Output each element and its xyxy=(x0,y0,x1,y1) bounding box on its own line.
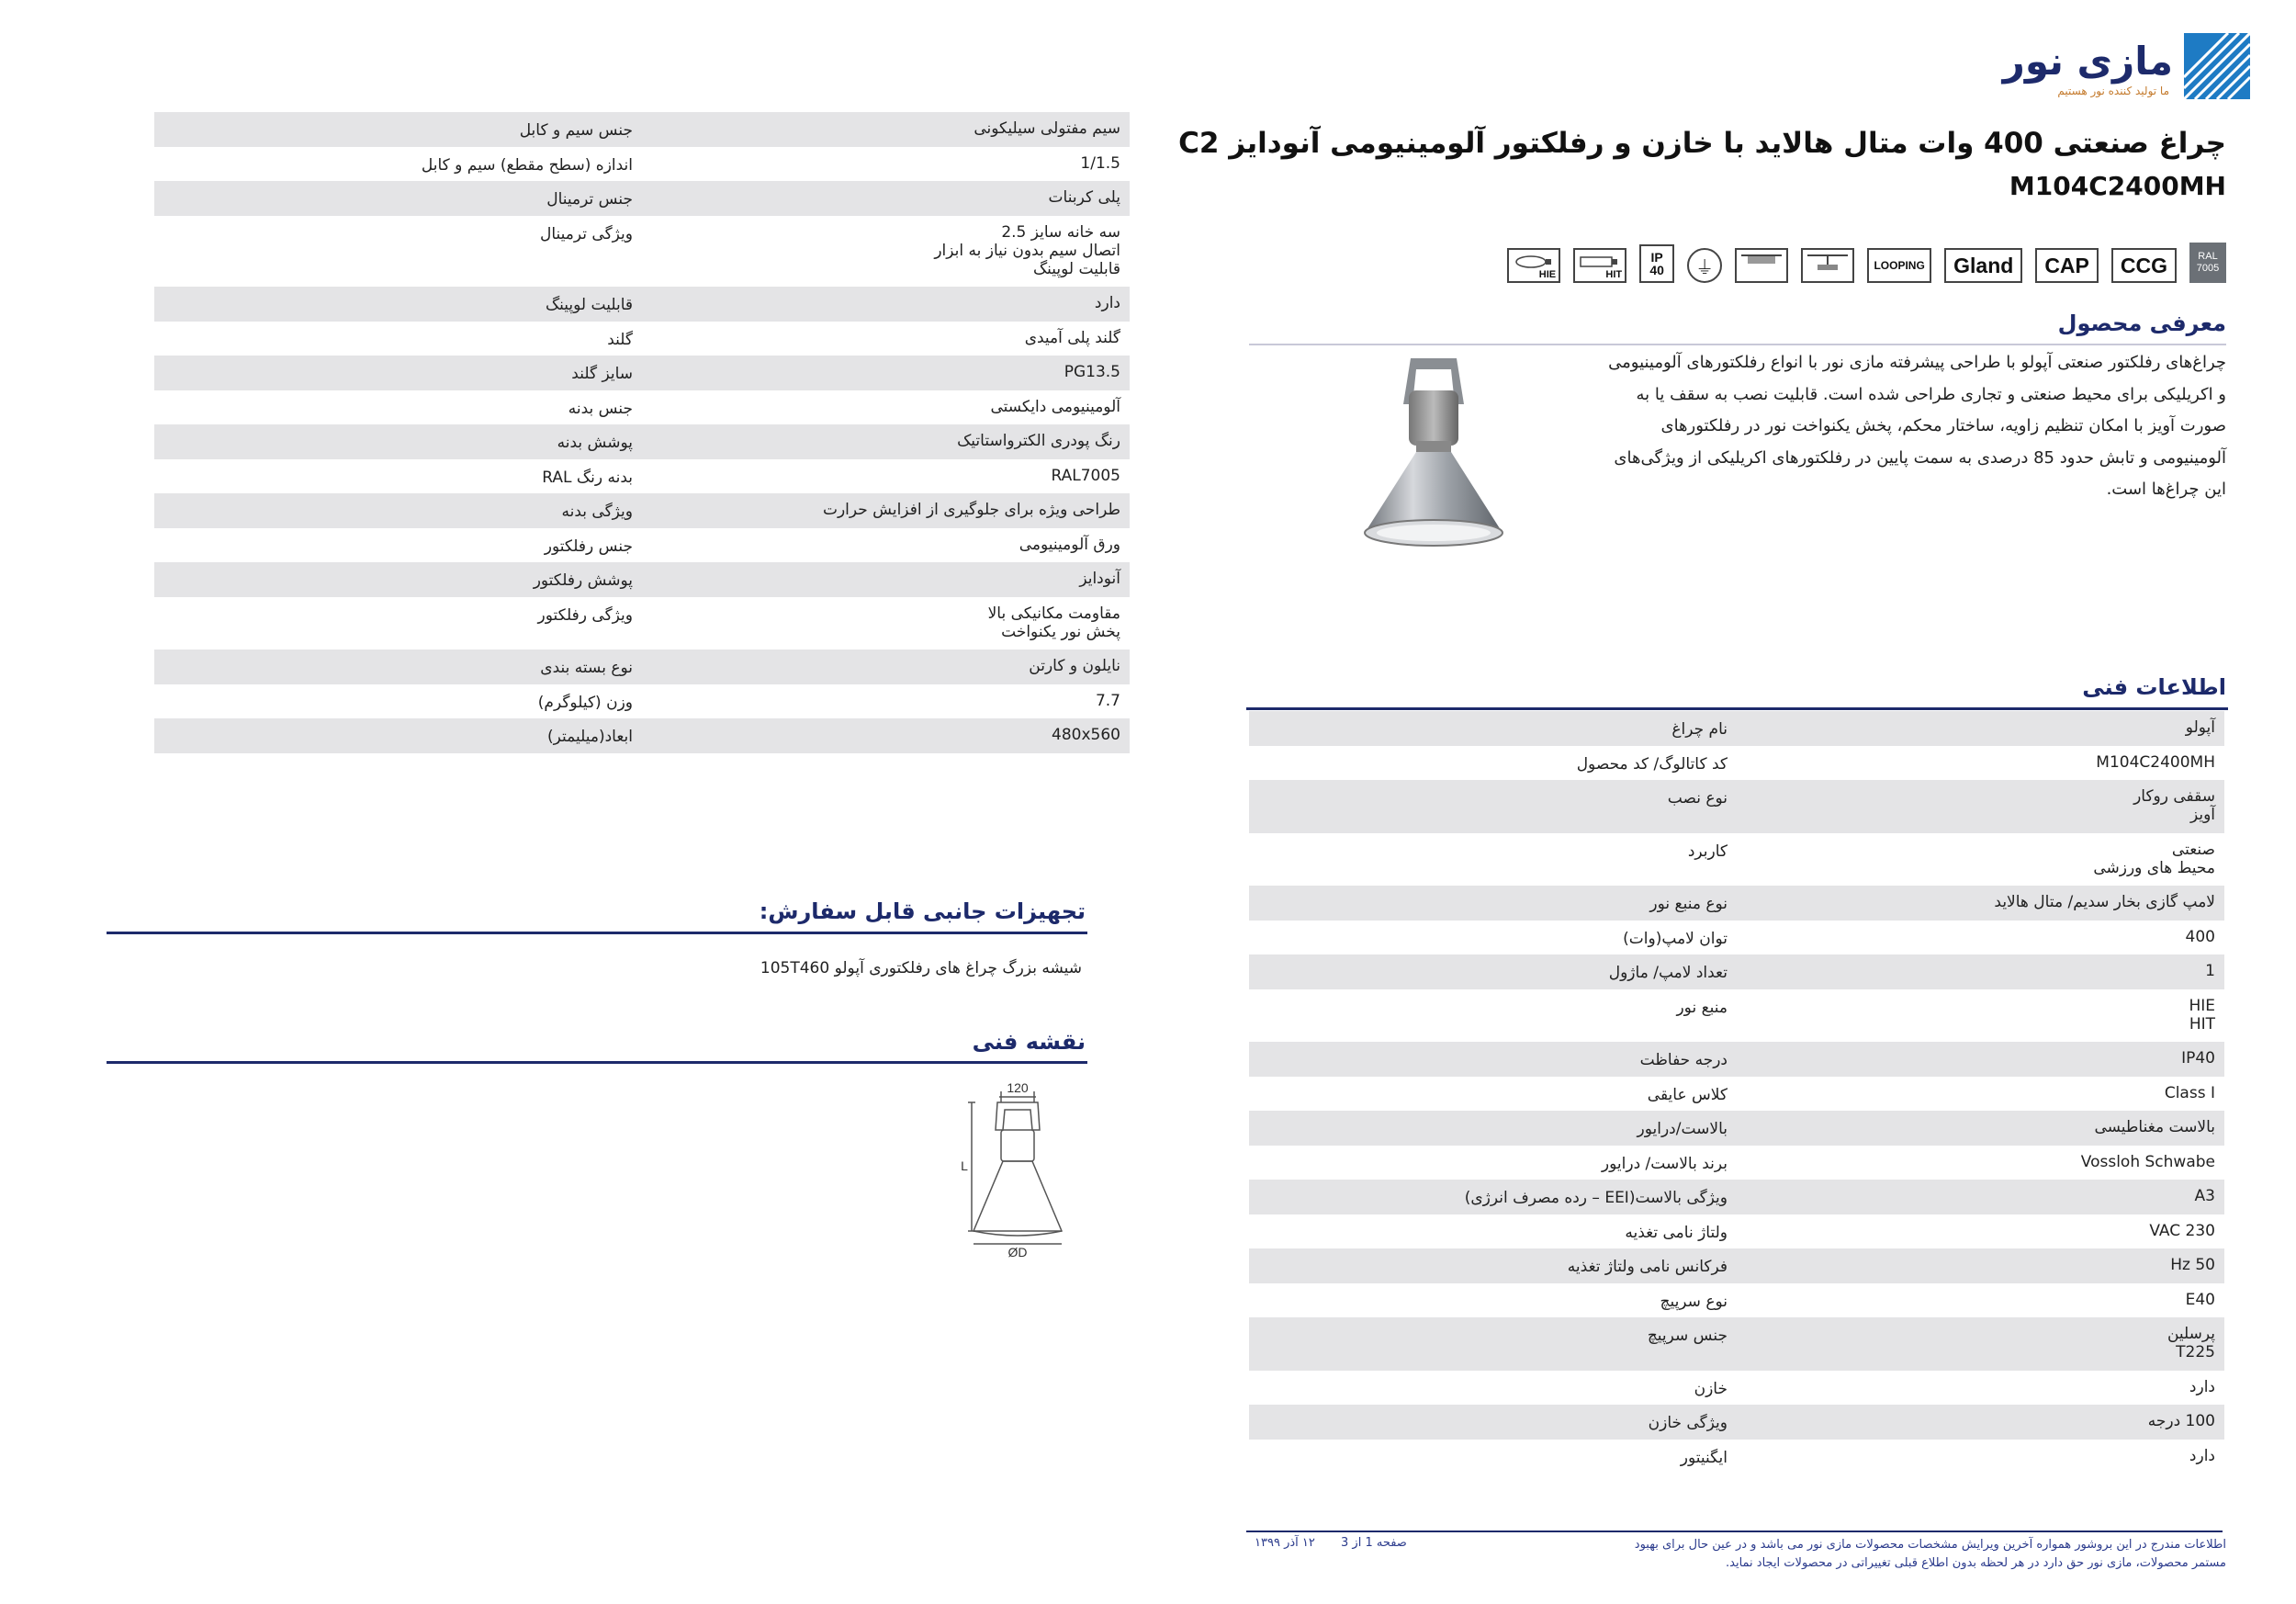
spec-row xyxy=(1249,780,2224,833)
spec-row xyxy=(1249,1077,2224,1112)
spec-row xyxy=(154,147,1130,182)
spec-value: 230 VAC xyxy=(2149,1221,2215,1240)
spec-label: ویژگی بدنه xyxy=(561,503,633,521)
spec-label: ولتاژ نامی تغذیه xyxy=(1625,1223,1728,1242)
spec-value: پلی کربنات xyxy=(1048,188,1120,207)
spec-value: 1/1.5 xyxy=(1080,153,1120,173)
spec-row xyxy=(1249,1214,2224,1249)
spec-row xyxy=(1249,1283,2224,1318)
looping-icon: LOOPING xyxy=(1867,248,1931,283)
spec-label: ویژگی خازن xyxy=(1648,1414,1728,1432)
spec-value: Vossloh Schwabe xyxy=(2080,1152,2215,1171)
drawing-divider xyxy=(107,1061,1087,1064)
spec-row xyxy=(1249,1042,2224,1077)
spec-label: نوع نصب xyxy=(1667,789,1728,808)
spec-label: پوشش رفلکتور xyxy=(533,571,633,590)
spec-label: ابعاد(میلیمتر) xyxy=(546,728,633,746)
spec-label: قابلیت لوپینگ xyxy=(545,296,633,314)
spec-row xyxy=(1249,1371,2224,1406)
spec-label: درجه حفاظت xyxy=(1639,1051,1728,1069)
spec-label: سایز گلند xyxy=(571,365,633,383)
spec-value: آنودایز xyxy=(1079,570,1120,588)
tech-heading: اطلاعات فنی xyxy=(2082,674,2226,700)
brand-logo-mark xyxy=(2184,33,2250,99)
spec-label: کاربرد xyxy=(1687,842,1728,861)
spec-row xyxy=(1249,886,2224,921)
drawing-heading: نقشه فنی xyxy=(972,1029,1086,1055)
spec-row xyxy=(154,356,1130,390)
earth-class-icon: ⏚ xyxy=(1687,248,1722,283)
brand-tagline: ما تولید کننده نور هستیم xyxy=(2057,85,2169,97)
spec-row xyxy=(154,562,1130,597)
spec-row xyxy=(1249,1248,2224,1283)
spec-label: ویژگی رفلکتور xyxy=(537,605,633,625)
feature-icons xyxy=(1507,243,2226,283)
spec-label: نوع سرپیچ xyxy=(1660,1292,1728,1311)
spec-value: 50 Hz xyxy=(2170,1256,2215,1274)
spec-value: صنعتی محیط های ورزشی xyxy=(2093,840,2215,877)
footer-divider xyxy=(1246,1531,2223,1532)
spec-value: 7.7 xyxy=(1095,691,1120,710)
spec-value: 100 درجه xyxy=(2147,1412,2215,1430)
spec-label: فرکانس نامی ولتاژ تغذیه xyxy=(1567,1258,1728,1276)
product-code: M104C2400MH xyxy=(2009,171,2226,201)
spec-value: آلومینیومی دایکستی xyxy=(990,397,1120,416)
spec-label: نوع منبع نور xyxy=(1649,895,1728,913)
spec-value: طراحی ویژه برای جلوگیری از افزایش حرارت xyxy=(822,501,1120,519)
accessories-divider xyxy=(107,932,1087,934)
spec-row xyxy=(1249,954,2224,989)
tech-spec-table xyxy=(1249,711,2224,1474)
publish-date: ۱۲ آذر ۱۳۹۹ xyxy=(1255,1536,1315,1550)
ral-icon xyxy=(2189,243,2226,283)
hie-lamp-icon xyxy=(1507,248,1560,283)
spec-row xyxy=(154,597,1130,650)
spec-value: PG13.5 xyxy=(1064,363,1120,381)
spec-label: پوشش بدنه xyxy=(557,434,633,452)
ral-icon-code: 7005 xyxy=(2196,263,2220,274)
hie-lamp-label: HIE xyxy=(1538,269,1557,280)
spec-value: مقاومت مکانیکی بالا پخش نور یکنواخت xyxy=(987,604,1120,641)
spec-label: جنس سرپیچ xyxy=(1647,1327,1728,1345)
hit-lamp-icon xyxy=(1573,248,1626,283)
spec-value: 1 xyxy=(2205,962,2215,980)
hit-lamp-label: HIT xyxy=(1605,269,1623,280)
accessories-item: شیشه بزرگ چراغ های رفلکتوری آپولو 105T460 xyxy=(760,959,1082,977)
spec-row xyxy=(1249,989,2224,1043)
spec-label: اندازه (سطح مقطع) سیم و کابل xyxy=(421,155,633,175)
spec-label: وزن (کیلوگرم) xyxy=(537,693,633,712)
spec-label: تعداد لامپ/ ماژول xyxy=(1608,964,1728,982)
spec-row xyxy=(154,181,1130,216)
product-photo xyxy=(1356,349,1512,560)
spec-label: کد کاتالوگ/ کد محصول xyxy=(1576,754,1728,774)
spec-row xyxy=(154,528,1130,563)
spec-row xyxy=(1249,1405,2224,1440)
spec-label: جنس رفلکتور xyxy=(544,537,633,556)
spec-row xyxy=(154,216,1130,288)
spec-row xyxy=(1249,1111,2224,1146)
spec-value: 400 xyxy=(2185,927,2215,946)
spec-value: HIE HIT xyxy=(2189,996,2215,1034)
spec-value: گلند پلی آمیدی xyxy=(1024,328,1120,347)
spec-value: بالاست مغناطیسی xyxy=(2094,1118,2215,1136)
spec-label: برند بالاست/ درایور xyxy=(1601,1154,1728,1173)
page-number: صفحه 1 از 3 xyxy=(1341,1536,1407,1550)
spec-row xyxy=(154,322,1130,356)
intro-divider xyxy=(1249,344,2226,345)
tech-divider xyxy=(1246,707,2228,710)
spec-row xyxy=(154,650,1130,684)
spec-label: گلند xyxy=(607,330,633,349)
product-title: چراغ صنعتی 400 وات متال هالاید با خازن و رفلکتور آلومینیومی آنودایز C2 xyxy=(1178,127,2226,160)
spec-row xyxy=(1249,921,2224,955)
brand-logo xyxy=(2002,33,2250,107)
ip-rating: 40 xyxy=(1649,263,1664,277)
spec-value: لامپ گازی بخار سدیم/ متال هالاید xyxy=(1994,893,2215,911)
dim-side-label: L xyxy=(961,1158,968,1173)
spec-label: کلاس عایقی xyxy=(1647,1085,1728,1104)
spec-row xyxy=(154,684,1130,719)
spec-row xyxy=(154,287,1130,322)
spec-value: A3 xyxy=(2194,1187,2215,1205)
intro-paragraph: چراغ‌های رفلکتور صنعتی آپولو با طراحی پیشرفته مازی نور با انواع رفلکتورهای آلومینیومی و اکریلیکی برای محیط صنعتی و تجاری طراحی شده است. قابلیت نصب به سقف یا به صورت آویز با امکان تنظیم زاویه، ساختار محکم، پخش یکنواخت نور در رفلکتورهای آلومینیومی و تابش حدود 85 درصدی به سمت پایین در رفلکتورهای اکریلیکی از ویژگی‌های این چراغ‌ها است. xyxy=(1608,353,2226,499)
spec-value: IP40 xyxy=(2181,1049,2215,1067)
spec-value: رنگ پودری الکترواستاتیک xyxy=(957,432,1120,450)
ceiling-mount-icon xyxy=(1735,248,1788,283)
spec-value: سقفی روکار آویز xyxy=(2133,787,2215,824)
cap-icon: CAP xyxy=(2035,248,2099,283)
spec-label: ایگنیتور xyxy=(1680,1448,1728,1467)
spec-row xyxy=(1249,1317,2224,1371)
spec-row xyxy=(1249,746,2224,781)
spec-label: توان لامپ(وات) xyxy=(1623,929,1728,948)
spec-value: نایلون و کارتن xyxy=(1029,657,1120,675)
spec-label: جنس ترمینال xyxy=(546,190,633,209)
spec-row xyxy=(1249,711,2224,746)
spec-row xyxy=(154,493,1130,528)
spec-value: دارد xyxy=(1094,294,1120,312)
spec-label: خازن xyxy=(1694,1379,1728,1398)
dim-bottom-label: ØD xyxy=(1007,1245,1028,1259)
dim-top-label: 120 xyxy=(1007,1080,1029,1095)
extra-spec-table xyxy=(154,112,1130,753)
ccg-icon: CCG xyxy=(2111,248,2177,283)
spec-value: دارد xyxy=(2189,1446,2215,1465)
pendant-mount-icon xyxy=(1801,248,1854,283)
spec-row xyxy=(154,718,1130,753)
spec-value: پرسلین T225 xyxy=(2167,1325,2215,1361)
spec-row xyxy=(154,459,1130,494)
spec-label: ویژگی بالاست(EEI – رده مصرف انرژی) xyxy=(1464,1189,1728,1207)
ip40-icon xyxy=(1639,244,1674,283)
ral-icon-label: RAL xyxy=(2198,251,2218,262)
spec-value: RAL7005 xyxy=(1051,466,1120,485)
spec-value: M104C2400MH xyxy=(2096,752,2215,772)
spec-row xyxy=(154,424,1130,459)
spec-label: بالاست/درایور xyxy=(1637,1120,1728,1138)
accessories-heading: تجهیزات جانبی قابل سفارش: xyxy=(759,898,1086,924)
spec-label: نوع بسته بندی xyxy=(540,659,633,677)
spec-value: Class I xyxy=(2164,1083,2215,1102)
ip-label: IP xyxy=(1650,250,1663,265)
spec-row xyxy=(1249,1146,2224,1180)
spec-value: 480x560 xyxy=(1052,726,1120,744)
spec-row xyxy=(1249,1180,2224,1214)
intro-heading: معرفی محصول xyxy=(2057,311,2226,336)
spec-value: ورق آلومینیومی xyxy=(1019,535,1120,554)
spec-row xyxy=(1249,833,2224,887)
footer-disclaimer: اطلاعات مندرج در این بروشور همواره آخرین ویرایش مشخصات محصولات مازی نور می باشد و در عین حال برای بهبود مستمر محصولات، مازی نور حق دارد در هر لحظه بدون اطلاع قبلی تغییراتی در محصولات ایجاد نماید. xyxy=(1634,1538,2226,1570)
spec-row xyxy=(1249,1440,2224,1474)
spec-label: جنس بدنه xyxy=(568,399,633,418)
technical-drawing xyxy=(937,1075,1084,1259)
spec-row xyxy=(154,112,1130,147)
spec-value: دارد xyxy=(2189,1377,2215,1396)
spec-value: E40 xyxy=(2185,1290,2215,1309)
spec-label: ویژگی ترمینال xyxy=(540,224,633,243)
spec-label: بدنه رنگ RAL xyxy=(542,468,633,487)
spec-value: آپولو xyxy=(2185,718,2215,737)
gland-icon: Gland xyxy=(1944,248,2022,283)
spec-row xyxy=(154,390,1130,425)
spec-value: سه خانه سایز 2.5 اتصال سیم بدون نیاز به ابزار قابلیت لوپینگ xyxy=(934,222,1120,278)
spec-label: جنس سیم و کابل xyxy=(519,121,633,140)
brand-name: مازی نور xyxy=(2002,39,2173,84)
spec-value: سیم مفتولی سیلیکونی xyxy=(974,119,1120,138)
spec-label: منبع نور xyxy=(1676,998,1728,1017)
spec-label: نام چراغ xyxy=(1671,720,1728,739)
